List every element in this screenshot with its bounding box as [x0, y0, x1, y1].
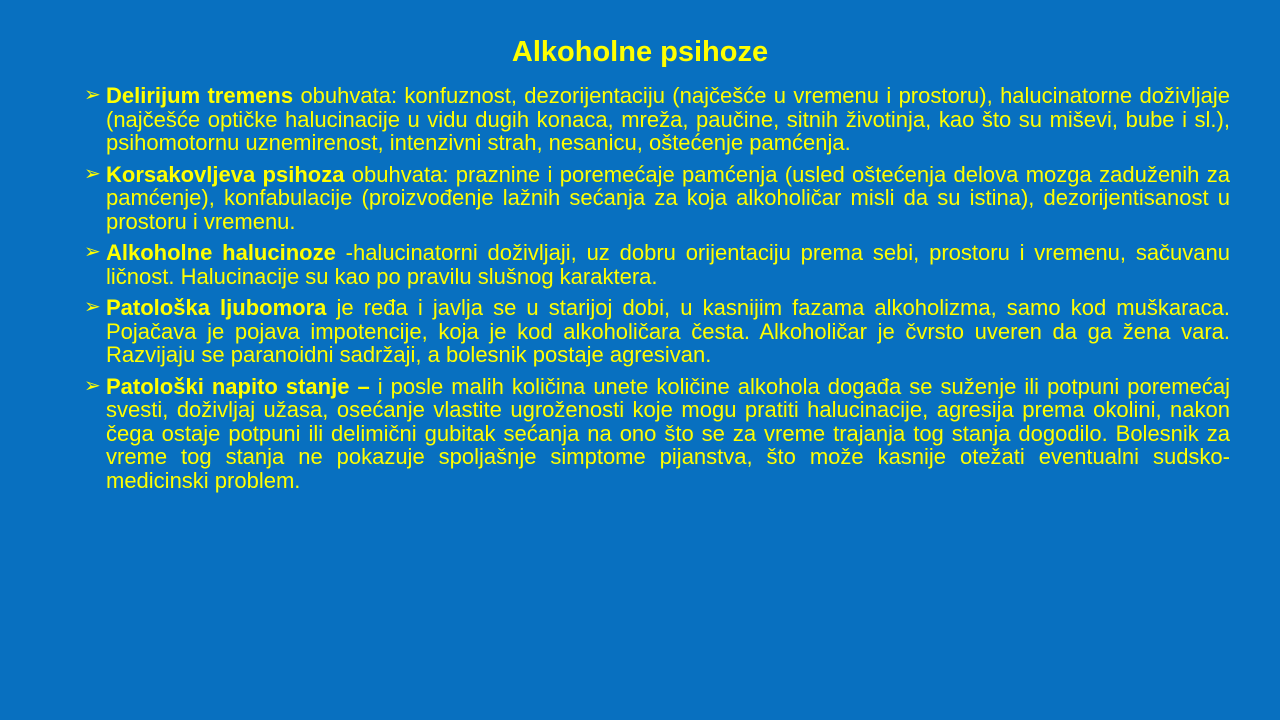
- bullet-term: Patološki napito stanje –: [106, 373, 370, 399]
- bullet-delirium-tremens: [84, 84, 1230, 155]
- slide-title: Alkoholne psihoze: [511, 36, 769, 68]
- arrow-bullet-icon: ➢: [84, 162, 101, 185]
- bullet-term: Patološka ljubomora: [106, 295, 327, 320]
- bullet-alcoholic-hallucinosis: [84, 241, 1230, 288]
- bullet-text: obuhvata: praznine i poremećaje pamćenja (usled oštećenja delova mozga zaduženih za pamćenje), konfabulacije (proizvođenje lažnih sećanja za koja alkoholičar misli da su istina), dezorijentisanost u prostoru i vremenu.: [106, 161, 1230, 234]
- bullet-term: Korsakovljeva psihoza: [106, 161, 345, 187]
- arrow-bullet-icon: ➢: [84, 241, 101, 263]
- bullet-text: i posle malih količina unete količine alkohola događa se suženje ili potpuni poremećaj svesti, doživljaj užasa, osećanje vlastite ugroženosti koje mogu pratiti halucinacije, agresija prema okolini, nakon čega ostaje potpuni ili delimični gubitak sećanja na ono što se za vreme trajanja tog stanja dogodilo. Bolesnik za vreme tog stanja ne pokazuje spoljašnje simptome pijanstva, što može kasnije otežati eventualni sudsko-medicinski problem.: [106, 373, 1230, 493]
- arrow-bullet-icon: ➢: [84, 296, 101, 318]
- bullet-term: Delirijum tremens: [106, 83, 294, 108]
- bullet-korsakoff-psychosis: [84, 163, 1230, 234]
- bullet-pathological-jealousy: [84, 296, 1230, 367]
- bullet-pathological-intoxication: [84, 375, 1230, 493]
- bullet-list: [84, 84, 1230, 500]
- bullet-term: Alkoholne halucinoze: [106, 240, 336, 265]
- bullet-text: -halucinatorni doživljaji, uz dobru orijentaciju prema sebi, prostoru i vremenu, sačuvanu ličnost. Halucinacije su kao po pravilu slušnog karaktera.: [106, 240, 1230, 289]
- arrow-bullet-icon: ➢: [84, 84, 101, 106]
- arrow-bullet-icon: ➢: [84, 374, 101, 397]
- bullet-text: je ređa i javlja se u starijoj dobi, u kasnijim fazama alkoholizma, samo kod muškaraca. Pojačava je pojava impotencije, koja je kod alkoholičara česta. Alkoholičar je čvrsto uveren da ga žena vara. Razvijaju se paranoidni sadržaji, a bolesnik postaje agresivan.: [106, 295, 1230, 367]
- bullet-text: obuhvata: konfuznost, dezorijentaciju (najčešće u vremenu i prostoru), halucinatorne doživljaje (najčešće optičke halucinacije u vidu dugih konaca, mreža, paučine, sitnih životinja, kao što su miševi, bube i sl.), psihomotornu uznemirenost, intenzivni strah, nesanicu, oštećenje pamćenja.: [106, 83, 1231, 155]
